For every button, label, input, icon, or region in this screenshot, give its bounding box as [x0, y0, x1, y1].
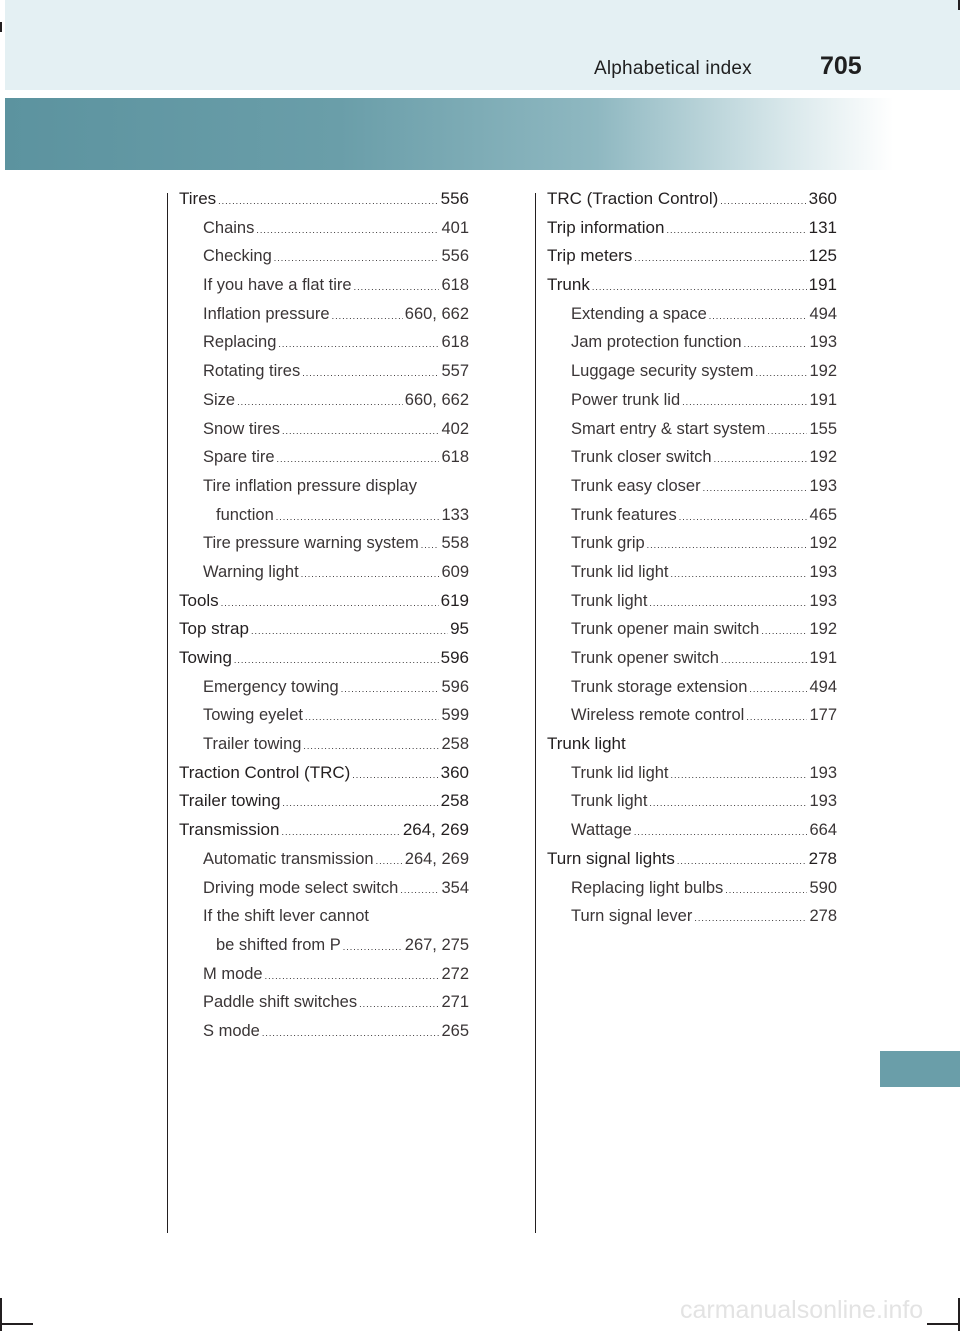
index-page-ref[interactable]: 125: [808, 246, 837, 266]
index-term: Power trunk lid: [571, 390, 681, 409]
index-entry: [547, 874, 837, 903]
index-page-ref[interactable]: 402: [441, 419, 469, 438]
index-entry: [179, 701, 469, 730]
index-page-ref[interactable]: 590: [809, 878, 837, 897]
index-page-ref[interactable]: 664: [809, 821, 837, 840]
index-page-ref[interactable]: 596: [441, 677, 469, 696]
index-term: Transmission: [179, 820, 280, 840]
index-page-ref[interactable]: 360: [440, 762, 469, 782]
index-entry: [547, 185, 837, 214]
index-entry: [547, 673, 837, 702]
index-page-ref[interactable]: 556: [440, 189, 469, 208]
crop-mark: [0, 1298, 2, 1331]
index-page-ref[interactable]: 191: [809, 649, 837, 667]
index-entry: [547, 759, 837, 788]
index-term: Inflation pressure: [203, 304, 330, 323]
index-term: Size: [203, 390, 236, 409]
index-term: be shifted from P: [216, 935, 341, 954]
index-entry: [179, 644, 469, 673]
dot-leader: [694, 904, 807, 933]
index-entry: [547, 787, 837, 816]
index-page-ref[interactable]: 192: [809, 534, 837, 553]
dot-leader: [666, 216, 806, 245]
index-term: Trunk lid light: [571, 763, 669, 782]
dot-leader: [341, 675, 440, 704]
dot-leader: [352, 761, 438, 790]
index-page-ref[interactable]: 193: [809, 333, 837, 352]
dot-leader: [301, 560, 440, 589]
index-page-ref[interactable]: 193: [809, 792, 837, 811]
dot-leader: [400, 876, 439, 905]
index-entry: [547, 587, 837, 616]
dot-leader: [359, 990, 439, 1019]
index-page-ref[interactable]: 264, 269: [402, 820, 469, 840]
index-page-ref[interactable]: 599: [441, 706, 469, 725]
index-term: Jam protection function: [571, 333, 742, 352]
index-entry: [179, 615, 469, 644]
index-page-ref[interactable]: 258: [441, 735, 469, 754]
index-term: If you have a flat tire: [203, 276, 352, 295]
index-entry: [547, 816, 837, 845]
index-term: Trunk opener switch: [571, 649, 719, 667]
index-term: Trunk storage extension: [571, 677, 748, 696]
dot-leader: [274, 244, 440, 273]
index-entry: [179, 443, 469, 472]
index-page-ref[interactable]: 258: [440, 791, 469, 811]
dot-leader: [746, 703, 807, 732]
index-page-ref[interactable]: 193: [809, 562, 837, 581]
dot-leader: [756, 359, 808, 388]
index-term: Turn signal lever: [571, 907, 693, 926]
index-entry: [179, 386, 469, 415]
index-term: Replacing light bulbs: [571, 878, 724, 897]
index-term: Traction Control (TRC): [179, 762, 351, 782]
index-entry: [547, 328, 837, 357]
dot-leader: [276, 503, 440, 532]
index-page-ref[interactable]: 556: [441, 247, 469, 266]
dot-leader: [234, 646, 439, 675]
index-entry: [179, 902, 469, 931]
index-term: Wireless remote control: [571, 706, 745, 725]
index-page-ref[interactable]: 660, 662: [404, 304, 469, 323]
dot-leader: [354, 273, 440, 302]
index-term: Driving mode select switch: [203, 878, 399, 897]
index-term: Chains: [203, 218, 255, 237]
index-term: Trunk lid light: [571, 562, 669, 581]
index-term: function: [216, 505, 274, 524]
index-term: Trunk features: [571, 505, 677, 524]
dot-leader: [262, 1019, 440, 1048]
index-page-ref[interactable]: 192: [809, 362, 837, 381]
column-rule-right: [535, 193, 536, 1233]
dot-leader: [671, 761, 808, 790]
chapter-thumb-tab: [880, 1051, 960, 1087]
index-entry: [179, 845, 469, 874]
index-term: Trip meters: [547, 246, 633, 266]
index-term: Extending a space: [571, 304, 707, 323]
index-term: S mode: [203, 1021, 260, 1040]
index-column-left: [179, 185, 469, 1046]
index-entry: [547, 472, 837, 501]
index-term: Trunk light: [571, 792, 648, 811]
index-term: Trip information: [547, 217, 665, 237]
dot-leader: [649, 589, 807, 618]
dot-leader: [682, 388, 807, 417]
index-page-ref[interactable]: 267, 275: [404, 935, 469, 954]
dot-leader: [647, 531, 808, 560]
index-entry: [547, 529, 837, 558]
index-term: Tools: [179, 590, 219, 610]
index-entry: [179, 472, 469, 501]
index-entry: [179, 1017, 469, 1046]
dot-leader: [282, 789, 438, 818]
index-term: Towing eyelet: [203, 706, 303, 725]
index-entry: [179, 988, 469, 1017]
index-page-ref[interactable]: 618: [441, 276, 469, 295]
dot-leader: [679, 503, 808, 532]
dot-leader: [677, 847, 807, 876]
index-entry: [547, 415, 837, 444]
index-entry: [179, 673, 469, 702]
index-page-ref[interactable]: 155: [809, 419, 837, 438]
index-term: Trailer towing: [179, 791, 281, 811]
index-entry: [547, 644, 837, 673]
index-entry: [547, 386, 837, 415]
index-term: TRC (Traction Control): [547, 189, 719, 208]
dot-leader: [634, 818, 808, 847]
dot-leader: [709, 302, 808, 331]
index-term: Snow tires: [203, 419, 281, 438]
index-entry: [179, 271, 469, 300]
column-rule-left: [167, 193, 168, 1233]
dot-leader: [251, 617, 448, 646]
dot-leader: [721, 646, 808, 675]
index-term: Trailer towing: [203, 735, 302, 754]
index-term: Automatic transmission: [203, 849, 374, 868]
watermark: carmanualsonline.info: [680, 1296, 924, 1324]
index-entry: [547, 271, 837, 300]
index-term: Trunk easy closer: [571, 476, 701, 495]
index-page-ref[interactable]: 278: [808, 848, 837, 868]
index-term: Wattage: [571, 821, 632, 840]
index-entry: [179, 357, 469, 386]
dot-leader: [744, 330, 808, 359]
index-entry: [547, 501, 837, 530]
index-entry: [179, 816, 469, 845]
dot-leader: [761, 617, 807, 646]
index-term: Checking: [203, 247, 272, 266]
index-entry: [179, 529, 469, 558]
index-term: Trunk closer switch: [571, 448, 712, 467]
index-page-ref[interactable]: 354: [441, 878, 469, 897]
index-entry: [179, 300, 469, 329]
dot-leader: [303, 732, 439, 761]
index-term: Turn signal lights: [547, 848, 675, 868]
dot-leader: [265, 962, 440, 991]
index-entry: [547, 730, 837, 759]
index-entry: [179, 242, 469, 271]
dot-leader: [237, 388, 403, 417]
index-term: Towing: [179, 648, 232, 667]
index-page-ref[interactable]: 557: [441, 362, 469, 381]
index-page-ref[interactable]: 264, 269: [404, 849, 469, 868]
index-term: If the shift lever cannot: [203, 907, 370, 926]
index-term: Emergency towing: [203, 677, 339, 696]
index-term: M mode: [203, 964, 263, 983]
index-page-ref[interactable]: 272: [441, 964, 469, 983]
dot-leader: [714, 445, 808, 474]
index-entry: [179, 874, 469, 903]
dot-leader: [282, 417, 439, 446]
dot-leader: [703, 474, 808, 503]
index-page-ref[interactable]: 192: [809, 620, 837, 639]
index-term: Tires: [179, 189, 217, 208]
index-term: Top strap: [179, 619, 249, 639]
index-page-ref[interactable]: 596: [440, 648, 469, 667]
index-column-right: [547, 185, 837, 931]
index-page-ref[interactable]: 465: [809, 505, 837, 524]
dot-leader: [592, 273, 807, 302]
index-entry: [179, 328, 469, 357]
index-entry: [179, 931, 469, 960]
index-page-ref[interactable]: 660, 662: [404, 390, 469, 409]
index-page-ref[interactable]: 193: [809, 763, 837, 782]
header-band: [5, 0, 960, 90]
index-term: Paddle shift switches: [203, 993, 358, 1012]
dot-leader: [720, 187, 806, 216]
index-term: Rotating tires: [203, 362, 301, 381]
crop-mark: [0, 22, 2, 32]
header-banner: [5, 98, 960, 170]
index-page-ref[interactable]: 609: [441, 562, 469, 581]
index-term: Replacing: [203, 333, 277, 352]
index-entry: [547, 558, 837, 587]
dot-leader: [421, 531, 440, 560]
dot-leader: [332, 302, 403, 331]
dot-leader: [281, 818, 400, 847]
dot-leader: [725, 876, 807, 905]
index-page-ref[interactable]: 131: [808, 217, 837, 237]
index-term: Warning light: [203, 562, 299, 581]
index-entry: [179, 185, 469, 214]
dot-leader: [343, 933, 403, 962]
section-title: Alphabetical index: [594, 58, 752, 79]
index-entry: [179, 501, 469, 530]
index-page-ref[interactable]: 193: [809, 591, 837, 610]
index-entry: [179, 214, 469, 243]
index-entry: [547, 902, 837, 931]
index-page-ref[interactable]: 558: [441, 534, 469, 553]
dot-leader: [302, 359, 439, 388]
index-entry: [547, 242, 837, 271]
index-page-ref[interactable]: 133: [441, 505, 469, 524]
index-page-ref[interactable]: 619: [440, 590, 469, 610]
dot-leader: [749, 675, 807, 704]
index-page-ref[interactable]: 95: [450, 619, 469, 639]
index-term: Spare tire: [203, 448, 275, 467]
index-entry: [179, 415, 469, 444]
index-page-ref[interactable]: 265: [441, 1021, 469, 1040]
index-page-ref[interactable]: 618: [441, 448, 469, 467]
index-page-ref[interactable]: 494: [809, 304, 837, 323]
page-number: 705: [820, 52, 862, 80]
dot-leader: [767, 417, 807, 446]
index-term: Smart entry & start system: [571, 419, 766, 438]
dot-leader: [649, 789, 807, 818]
index-page-ref[interactable]: 360: [808, 189, 837, 208]
index-page-ref[interactable]: 618: [441, 333, 469, 352]
index-page-ref[interactable]: 192: [809, 448, 837, 467]
index-entry: [179, 787, 469, 816]
index-entry: [547, 357, 837, 386]
index-term: Tire pressure warning system: [203, 534, 419, 553]
index-entry: [179, 759, 469, 788]
crop-mark: [927, 1323, 960, 1325]
index-entry: [547, 214, 837, 243]
dot-leader: [376, 847, 403, 876]
index-entry: [547, 701, 837, 730]
dot-leader: [278, 330, 439, 359]
dot-leader: [634, 244, 806, 273]
index-entry: [547, 845, 837, 874]
dot-leader: [218, 187, 438, 216]
crop-mark: [0, 1323, 33, 1325]
dot-leader: [305, 703, 439, 732]
index-entry: [179, 960, 469, 989]
index-entry: [547, 615, 837, 644]
index-term: Tire inflation pressure display: [203, 476, 417, 495]
index-term: Trunk grip: [571, 534, 645, 553]
dot-leader: [277, 445, 440, 474]
index-term: Trunk light: [547, 734, 626, 754]
index-page-ref[interactable]: 271: [441, 993, 469, 1012]
index-entry: [179, 558, 469, 587]
index-entry: [179, 730, 469, 759]
index-page-ref[interactable]: 401: [441, 218, 469, 237]
dot-leader: [221, 589, 439, 618]
index-entry: [547, 443, 837, 472]
index-term: Trunk opener main switch: [571, 620, 760, 639]
dot-leader: [256, 216, 439, 245]
dot-leader: [671, 560, 808, 589]
index-entry: [547, 300, 837, 329]
index-entry: [179, 587, 469, 616]
index-term: Trunk: [547, 275, 590, 295]
index-term: Trunk light: [571, 591, 648, 610]
index-page-ref[interactable]: 494: [809, 677, 837, 696]
index-page-ref[interactable]: 191: [808, 275, 837, 295]
index-page-ref[interactable]: 191: [809, 390, 837, 409]
index-page-ref[interactable]: 177: [809, 706, 837, 725]
index-page-ref[interactable]: 193: [809, 476, 837, 495]
index-page-ref[interactable]: 278: [809, 907, 837, 926]
index-term: Luggage security system: [571, 362, 754, 381]
